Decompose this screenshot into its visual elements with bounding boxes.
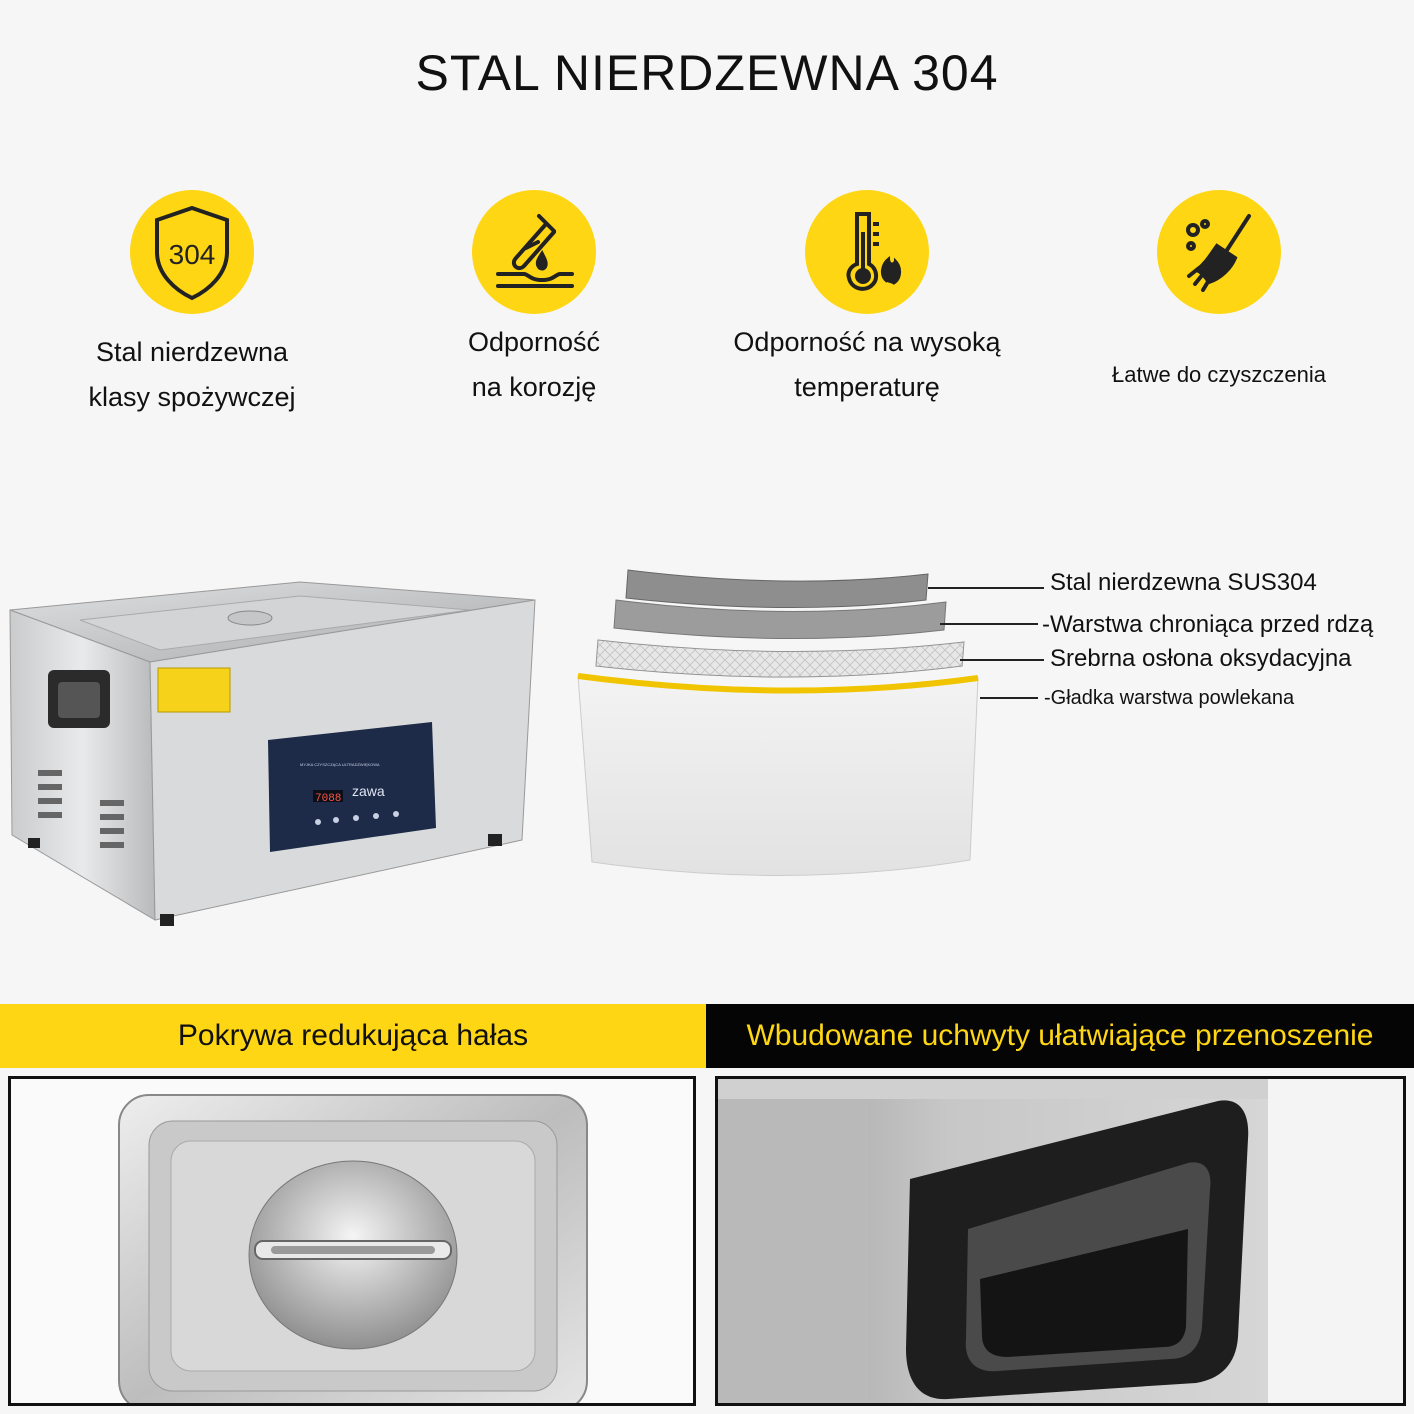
layer-4-label: -Gładka warstwa powlekana (1044, 687, 1295, 709)
layer-4-leader (980, 697, 1038, 699)
steel-layers-image (570, 560, 990, 890)
feature-3-line-1: Odporność na wysoką (733, 327, 1001, 357)
layer-3-leader (960, 659, 1044, 661)
banner-handles: Wbudowane uchwyty ułatwiające przenoszenie (706, 1004, 1414, 1068)
panel-display: 7088 (315, 793, 342, 805)
feature-2-line-1: Odporność (467, 327, 601, 357)
panel-brand: zawa (352, 783, 385, 799)
shield-304-icon (130, 190, 254, 314)
feature-1-line-2: klasy spożywczej (88, 382, 296, 412)
lid-photo (8, 1076, 696, 1406)
handle-photo (715, 1076, 1406, 1406)
ultrasonic-cleaner-image (0, 570, 540, 930)
panel-header: MYJKA CZYSZCZĄCA ULTRADŹWIĘKOWA (300, 762, 380, 767)
feature-1-line-1: Stal nierdzewna (95, 337, 289, 367)
layer-3-label: Srebrna osłona oksydacyjna (1050, 645, 1352, 672)
layer-2-leader (940, 623, 1038, 625)
shield-badge-text: 304 (168, 239, 216, 270)
feature-3-line-2: temperaturę (794, 372, 940, 402)
page-title: STAL NIERDZEWNA 304 (415, 45, 999, 101)
layer-1-leader (928, 587, 1044, 589)
feature-corrosion (384, 190, 684, 410)
thermometer-flame-icon (805, 190, 929, 314)
feature-4-line-1: Łatwe do czyszczenia (1112, 362, 1326, 387)
layer-2-label: -Warstwa chroniąca przed rdzą (1042, 611, 1374, 638)
broom-bubbles-icon (1157, 190, 1281, 314)
feature-easy-clean (1069, 190, 1369, 397)
feature-2-line-2: na korozję (471, 372, 597, 402)
feature-food-grade (42, 190, 342, 420)
test-tube-corrosion-icon (472, 190, 596, 314)
feature-heat (717, 190, 1017, 410)
layer-1-label: Stal nierdzewna SUS304 (1050, 569, 1317, 596)
banner-lid: Pokrywa redukująca hałas (0, 1004, 706, 1068)
